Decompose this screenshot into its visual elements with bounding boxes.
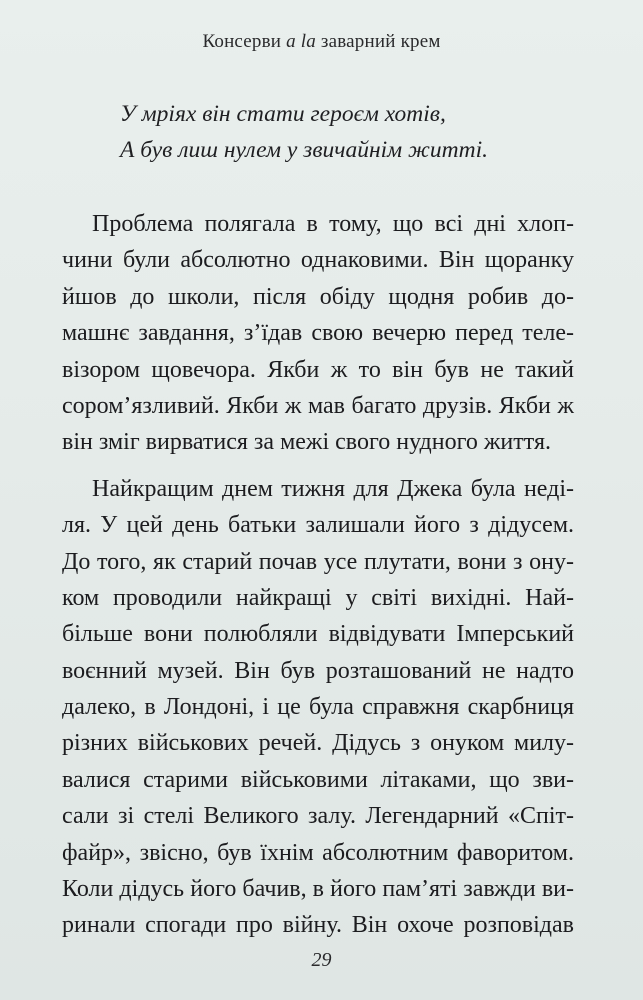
text-line: він зміг вирватися за межі свого нудного життя. [62, 429, 551, 456]
text-line: сали зі стелі Великого залу. Легендарний «Спіт- [62, 803, 574, 830]
page-number: 29 [311, 949, 332, 971]
text-line: ком проводили найкращі у світі вихідні. Най- [62, 584, 574, 611]
text-line: До того, як старий почав усе плутати, вони з ону- [62, 548, 574, 575]
text-line: Проблема полягала в тому, що всі дні хлоп- [92, 211, 574, 237]
paragraph-2 [62, 471, 574, 944]
text-line: ринали спогади про війну. Він охоче розповідав [62, 912, 574, 939]
text-line: йшов до школи, після обіду щодня робив до- [62, 283, 574, 310]
epigraph-verse [120, 96, 488, 168]
text-line: сором’язливий. Якби ж мав багато друзів. Якби ж [62, 392, 574, 419]
body-text [62, 206, 574, 944]
text-line: візором щовечора. Якби ж то він був не такий [62, 356, 574, 383]
text-line: Найкращим днем тижня для Джека була неді- [92, 475, 574, 502]
text-line: різних військових речей. Дідусь з онуком милу- [62, 730, 574, 757]
verse-line: А був лиш нулем у звичайнім житті. [120, 137, 489, 163]
text-line: Коли дідусь його бачив, в його пам’яті завжди ви- [62, 876, 574, 903]
text-line: більше вони полюбляли відвідувати Імперський [62, 621, 574, 648]
text-line: валися старими військовими літаками, що зви- [62, 766, 574, 793]
running-head [0, 31, 643, 53]
running-head-prefix: Консерви [202, 31, 287, 52]
text-line: файр», звісно, був їхнім абсолютним фаворитом. [62, 839, 574, 866]
paragraph-1 [62, 206, 574, 461]
text-line: машнє завдання, з’їдав свою вечерю перед теле- [62, 320, 574, 347]
running-head-italic: a la [286, 31, 316, 52]
text-line: ля. У цей день батьки залишали його з дідусем. [62, 512, 574, 539]
text-line: воєнний музей. Він був розташований не надто [62, 657, 574, 684]
running-head-suffix: заварний крем [315, 31, 441, 52]
paragraph-gap [62, 461, 574, 471]
verse-line: У мріях він стати героєм хотів, [120, 101, 446, 127]
text-line: чини були абсолютно однаковими. Він щоранку [62, 247, 574, 274]
text-line: далеко, в Лондоні, і це була справжня скарбниця [62, 694, 574, 721]
